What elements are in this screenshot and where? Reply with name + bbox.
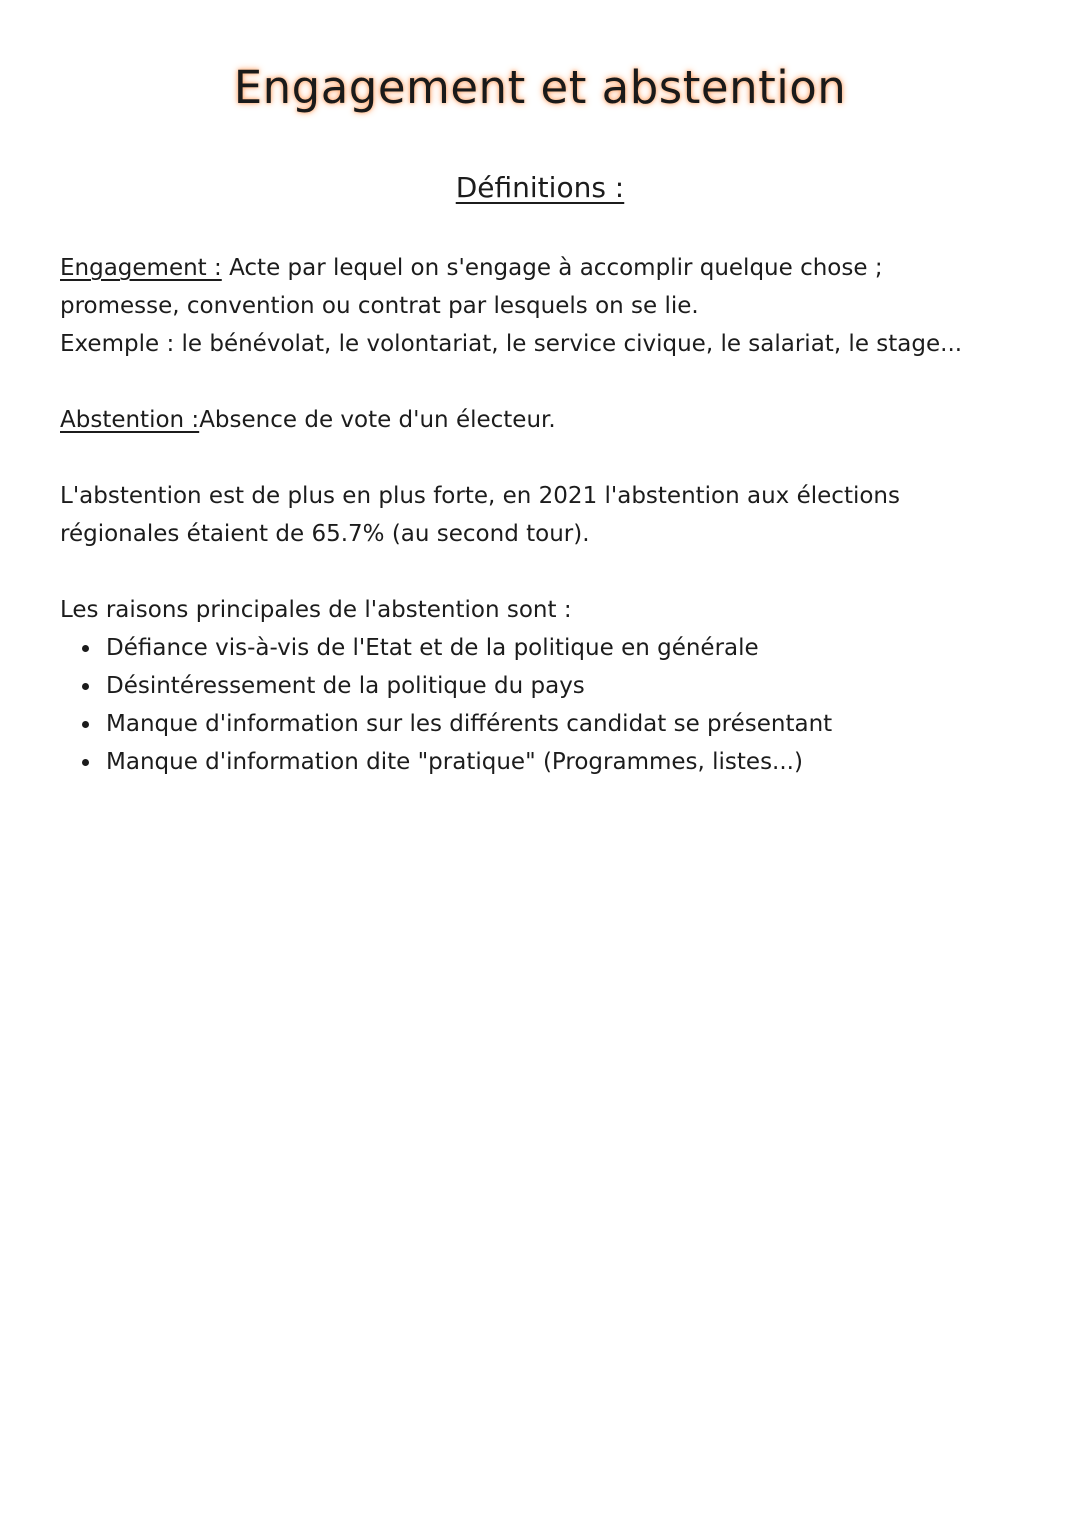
abstention-definition (60, 401, 1020, 439)
engagement-line-2: promesse, convention ou contrat par lesquels on se lie. (60, 293, 699, 319)
abstention-definition-text: Absence de vote d'un électeur. (199, 407, 556, 433)
engagement-line-1 (60, 249, 1020, 287)
section-heading (0, 168, 1080, 208)
list-item-text: Manque d'information sur les différents candidat se présentant (106, 711, 833, 737)
bullet-icon (82, 759, 89, 766)
page-title: Engagement et abstention (233, 61, 847, 114)
abstention-term: Abstention : (60, 407, 200, 433)
reasons-intro: Les raisons principales de l'abstention sont : (60, 597, 572, 623)
bullet-icon (82, 721, 89, 728)
abstention-statistic (60, 477, 1020, 553)
statistic-line-1: L'abstention est de plus en plus forte, en 2021 l'abstention aux élections (60, 483, 900, 509)
list-item (60, 705, 832, 743)
list-item-text: Manque d'information dite "pratique" (Programmes, listes...) (106, 749, 803, 775)
engagement-definition (60, 249, 1020, 363)
list-item-text: Défiance vis-à-vis de l'Etat et de la politique en générale (106, 635, 759, 661)
list-item-text: Désintéressement de la politique du pays (106, 673, 585, 699)
list-item (60, 743, 832, 781)
list-item (60, 629, 832, 667)
reasons-list (60, 629, 832, 781)
bullet-icon (82, 645, 89, 652)
section-heading-text: Définitions : (455, 171, 625, 204)
engagement-example: Exemple : le bénévolat, le volontariat, le service civique, le salariat, le stage... (60, 331, 963, 357)
bullet-icon (82, 683, 89, 690)
engagement-definition-text: Acte par lequel on s'engage à accomplir quelque chose ; (221, 255, 883, 281)
statistic-line-2: régionales étaient de 65.7% (au second tour). (60, 521, 590, 547)
list-item (60, 667, 832, 705)
engagement-term: Engagement : (60, 255, 222, 281)
